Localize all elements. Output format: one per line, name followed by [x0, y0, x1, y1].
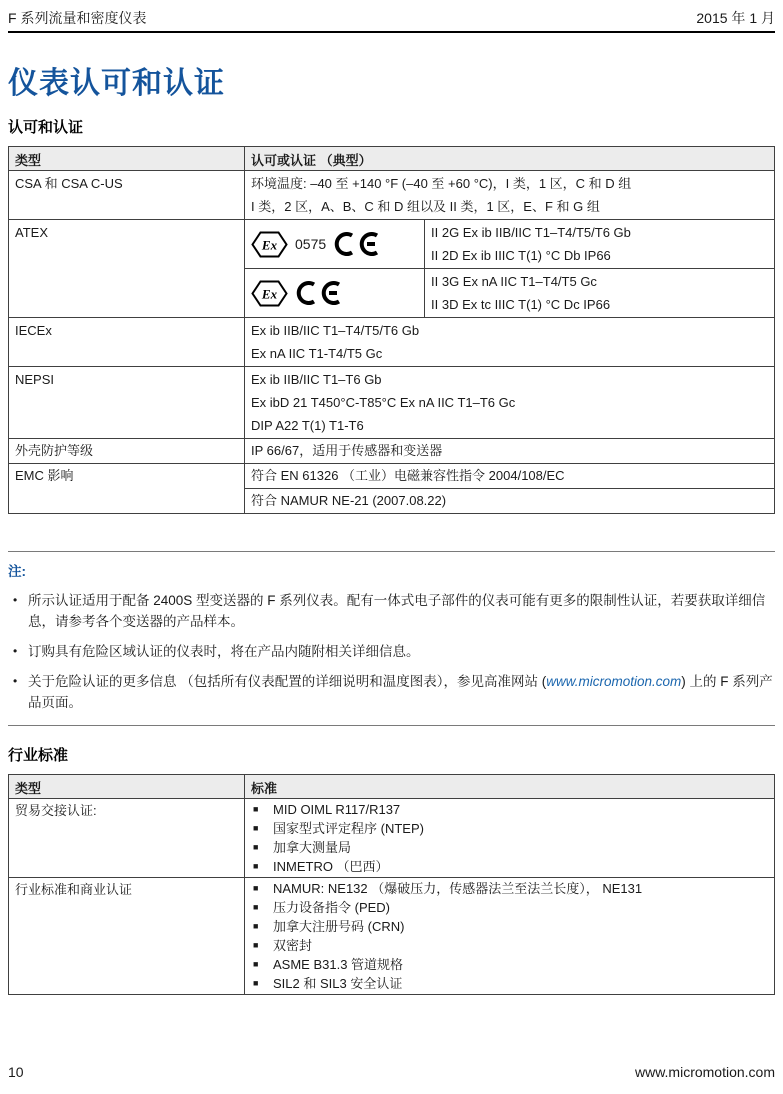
svg-text:Ex: Ex: [261, 237, 278, 252]
table-header-row: [9, 775, 775, 799]
emc-value-cell-2: [245, 489, 775, 514]
running-header: [8, 8, 775, 33]
list-item: [251, 917, 768, 936]
emc-type-cell: EMC 影响: [9, 464, 245, 514]
enclosure-line: IP 66/67，适用于传感器和变送器: [251, 443, 443, 458]
standards-value-cell: [245, 878, 775, 995]
list-item: [251, 898, 768, 917]
document-date: 2015 年 1 月: [696, 10, 775, 26]
standards-item-1: NAMUR: NE132 （爆破压力，传感器法兰至法兰长度）， NE131: [273, 881, 643, 896]
table-header-row: [9, 147, 775, 171]
note-item-1: [8, 590, 775, 632]
atex-zone2-line-1: II 2G Ex ib IIB/IIC T1–T4/T5/T6 Gb: [431, 225, 631, 240]
list-item: [251, 879, 768, 898]
square-bullet-icon: ■: [253, 823, 259, 833]
micromotion-website-link[interactable]: www.micromotion.com: [546, 674, 682, 689]
atex-ex-hexagon-icon: [251, 231, 288, 258]
trade-item-4: INMETRO （巴西）: [273, 859, 389, 874]
nepsi-line-3: DIP A22 T(1) T1-T6: [251, 418, 364, 433]
square-bullet-icon: ■: [253, 842, 259, 852]
column-header-standard: 标准: [245, 775, 775, 799]
running-footer: [8, 1064, 775, 1080]
square-bullet-icon: ■: [253, 804, 259, 814]
table-row-atex-zone2: [9, 220, 775, 269]
csa-line-2: I 类，2 区，A、B、C 和 D 组以及 II 类，1 区，E、F 和 G 组: [251, 199, 600, 214]
square-bullet-icon: ■: [253, 959, 259, 969]
table-row-csa: [9, 171, 775, 220]
note-item-1-text: 所示认证适用于配备 2400S 型变送器的 F 系列仪表。配有一体式电子部件的仪表可能有更多的限制性认证，若要获取详细信息，请参考各个变送器的产品样本。: [28, 593, 766, 629]
nepsi-value-cell: [245, 367, 775, 439]
square-bullet-icon: ■: [253, 940, 259, 950]
emc-line-2: 符合 NAMUR NE-21 (2007.08.22): [251, 493, 447, 508]
round-bullet-icon: •: [13, 644, 18, 658]
iecex-line-1: Ex ib IIB/IIC T1–T4/T5/T6 Gb: [251, 323, 420, 338]
note-item-3-prefix: 关于危险认证的更多信息 （包括所有仪表配置的详细说明和温度图表），参见高准网站 (: [28, 674, 547, 689]
standards-item-3: 加拿大注册号码 (CRN): [273, 919, 405, 934]
approvals-table: [8, 146, 775, 514]
standards-item-2: 压力设备指令 (PED): [273, 900, 391, 915]
atex-ex-hexagon-icon: [251, 280, 288, 307]
enclosure-value-cell: [245, 439, 775, 464]
notes-block: [8, 551, 775, 726]
trade-standards-list: [251, 800, 768, 876]
nepsi-type-cell: NEPSI: [9, 367, 245, 439]
atex-zone2-marks-cell: [245, 220, 425, 269]
round-bullet-icon: •: [13, 593, 18, 607]
square-bullet-icon: ■: [253, 921, 259, 931]
atex-zone2-value-cell: [425, 220, 775, 269]
commercial-standards-list: [251, 879, 768, 993]
trade-value-cell: [245, 799, 775, 878]
csa-value-cell: [245, 171, 775, 220]
notes-label: 注:: [8, 564, 26, 579]
svg-text:Ex: Ex: [261, 286, 278, 301]
table-row-standards: [9, 878, 775, 995]
standards-item-5: ASME B31.3 管道规格: [273, 957, 404, 972]
approvals-section-heading: 认可和认证: [8, 119, 84, 136]
atex-zone3-line-2: II 3D Ex tc IIIC T(1) °C Dc IP66: [431, 297, 611, 312]
list-item: [251, 857, 768, 876]
document-title: F 系列流量和密度仪表: [8, 10, 147, 26]
emc-line-1: 符合 EN 61326 （工业）电磁兼容性指令 2004/108/EC: [251, 468, 565, 483]
trade-item-2: 国家型式评定程序 (NTEP): [273, 821, 424, 836]
column-header-type: 类型: [9, 775, 245, 799]
table-row-iecex: [9, 318, 775, 367]
list-item: [251, 955, 768, 974]
ce-mark-icon: [295, 280, 343, 306]
table-row-trade: [9, 799, 775, 878]
standards-item-6: SIL2 和 SIL3 安全认证: [273, 976, 403, 991]
industry-section-heading: 行业标准: [8, 747, 69, 764]
iecex-value-cell: [245, 318, 775, 367]
column-header-approval: 认可或认证 （典型）: [245, 147, 775, 171]
standards-item-4: 双密封: [273, 938, 313, 953]
atex-type-cell: ATEX: [9, 220, 245, 318]
iecex-line-2: Ex nA IIC T1-T4/T5 Gc: [251, 346, 383, 361]
square-bullet-icon: ■: [253, 883, 259, 893]
iecex-type-cell: IECEx: [9, 318, 245, 367]
list-item: [251, 936, 768, 955]
page-number: 10: [8, 1064, 24, 1080]
square-bullet-icon: ■: [253, 902, 259, 912]
note-item-3: [8, 671, 775, 713]
standards-type-cell: 行业标准和商业认证: [9, 878, 245, 995]
note-item-2: [8, 641, 775, 662]
table-row-enclosure: [9, 439, 775, 464]
csa-type-cell: CSA 和 CSA C-US: [9, 171, 245, 220]
atex-zone3-value-cell: [425, 269, 775, 318]
table-row-nepsi: [9, 367, 775, 439]
industry-standards-table: [8, 774, 775, 995]
csa-line-1: 环境温度: –40 至 +140 °F (–40 至 +60 °C)，I 类，1 区，C 和 D 组: [251, 176, 632, 191]
page-title: 仪表认可和认证: [8, 67, 225, 100]
column-header-type: 类型: [9, 147, 245, 171]
atex-zone3-marks-cell: [245, 269, 425, 318]
ce-mark-icon: [333, 231, 381, 257]
emc-value-cell-1: [245, 464, 775, 489]
nepsi-line-2: Ex ibD 21 T450°C-T85°C Ex nA IIC T1–T6 Gc: [251, 395, 516, 410]
square-bullet-icon: ■: [253, 978, 259, 988]
notes-list: [8, 590, 775, 713]
trade-item-3: 加拿大测量局: [273, 840, 352, 855]
trade-item-1: MID OIML R117/R137: [273, 802, 401, 817]
note-item-2-text: 订购具有危险区域认证的仪表时，将在产品内随附相关详细信息。: [28, 644, 420, 659]
list-item: [251, 838, 768, 857]
note-item-3-suffix: ) 上的 F 系列产品页面。: [28, 674, 773, 710]
list-item: [251, 819, 768, 838]
square-bullet-icon: ■: [253, 861, 259, 871]
footer-website: www.micromotion.com: [634, 1064, 775, 1080]
trade-type-cell: 贸易交接认证:: [9, 799, 245, 878]
table-row-emc-1: [9, 464, 775, 489]
list-item: [251, 800, 768, 819]
list-item: [251, 974, 768, 993]
enclosure-type-cell: 外壳防护等级: [9, 439, 245, 464]
atex-zone3-line-1: II 3G Ex nA IIC T1–T4/T5 Gc: [431, 274, 597, 289]
atex-zone2-line-2: II 2D Ex ib IIIC T(1) °C Db IP66: [431, 248, 611, 263]
nepsi-line-1: Ex ib IIB/IIC T1–T6 Gb: [251, 372, 382, 387]
atex-notified-body-number: 0575: [295, 236, 327, 252]
round-bullet-icon: •: [13, 674, 18, 688]
